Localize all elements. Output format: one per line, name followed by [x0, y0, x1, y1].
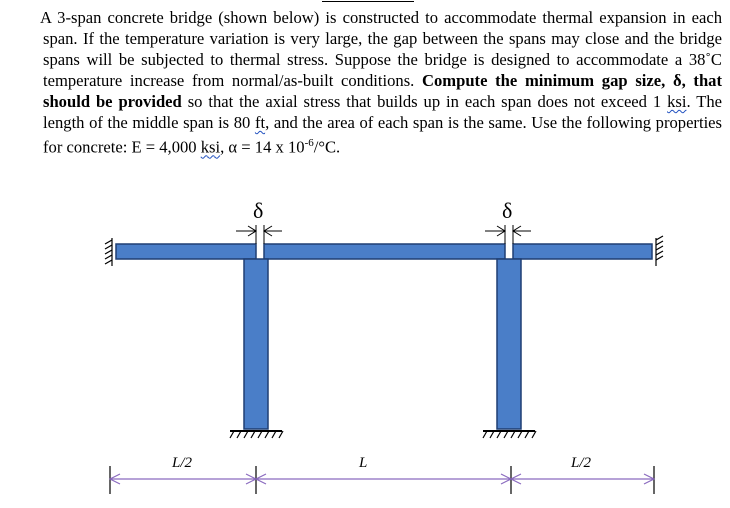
gap-label-right: δ	[502, 198, 513, 223]
pier-left	[244, 259, 268, 429]
text-line-7a: span is 80	[183, 113, 255, 132]
pier-left-base	[230, 431, 283, 438]
header-rule	[322, 1, 414, 2]
unit-ksi-1: ksi	[667, 92, 687, 111]
text-line-1: A 3-span concrete bridge (shown below) is constructed to accommodate thermal	[40, 8, 594, 27]
gap-label-left: δ	[253, 198, 264, 223]
text-line-2: expansion in each span. If the temperature variation is very large, the gap between the	[43, 8, 722, 48]
text-line-4: bridge is designed to accommodate a 38˚C temperature increase from normal/as-built	[43, 50, 723, 90]
text-line-7c: , and the area of each span is the same. Use the following properties for	[43, 113, 722, 157]
dim-label-middle: L	[359, 455, 368, 471]
problem-text	[10, 7, 722, 158]
text-line-5c: so that the	[181, 92, 260, 111]
text-line-6a: axial stress that builds up in each span does not exceed 1	[265, 92, 668, 111]
problem-number	[10, 7, 40, 28]
gap-arrows-left	[236, 226, 282, 236]
abutment-left	[105, 238, 112, 266]
deck-span-left	[116, 244, 256, 259]
unit-ksi-2: ksi	[200, 137, 221, 157]
problem-statement	[10, 7, 722, 158]
text-line-8c: , α = 14 x 10	[220, 137, 305, 157]
text-line-8d: /°C.	[313, 137, 341, 157]
deck-span-right	[513, 244, 652, 259]
pier-right	[497, 259, 521, 429]
bold-instruction: Compute the minimum gap size, δ, that should be provided	[43, 71, 722, 111]
bridge-figure	[0, 190, 730, 508]
abutment-right	[656, 236, 663, 266]
dim-label-left: L/2	[172, 455, 193, 471]
pier-right-base	[483, 431, 536, 438]
text-line-3: spans may close and the bridge spans will be subjected to thermal stress. Suppose the	[43, 29, 722, 69]
dim-label-right: L/2	[571, 455, 592, 471]
deck-span-middle	[264, 244, 505, 259]
text-line-8a: concrete: E = 4,000	[66, 137, 201, 157]
exponent: -6	[304, 137, 314, 149]
unit-ft: ft	[254, 113, 266, 132]
text-line-5a: conditions.	[341, 71, 422, 90]
text-line-6c: . The length of the middle	[43, 92, 723, 132]
gap-arrows-right	[485, 226, 531, 236]
